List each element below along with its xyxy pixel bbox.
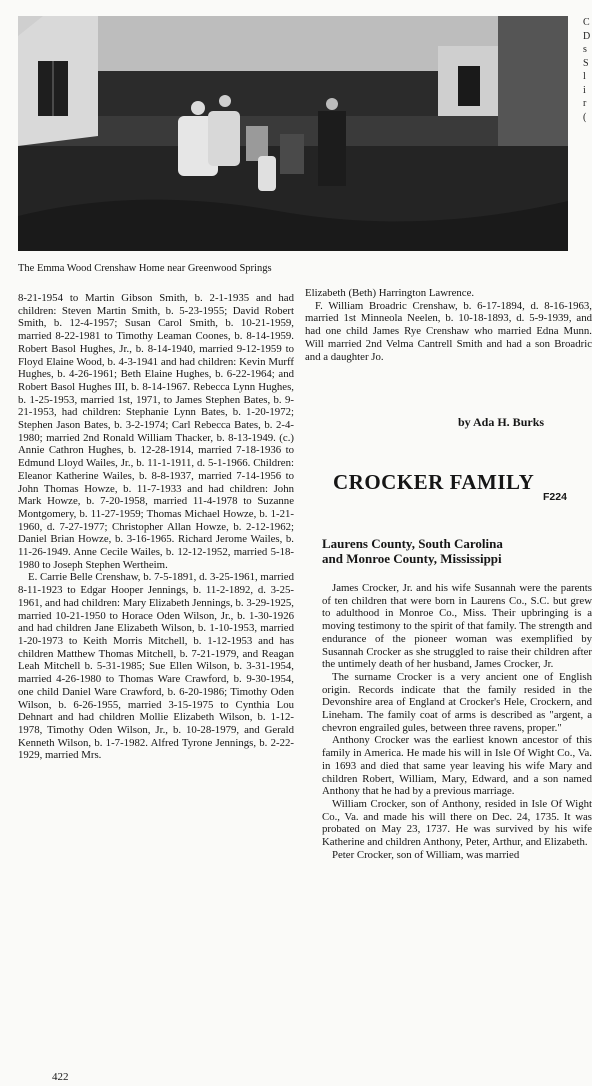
- paragraph: Peter Crocker, son of William, was married: [332, 848, 520, 861]
- fragment-letter: (: [583, 111, 587, 123]
- subheading-line: and Monroe County, Mississippi: [322, 551, 502, 566]
- paragraph: Elizabeth (Beth) Harrington Lawrence.: [305, 287, 475, 299]
- right-text-column-top: [305, 287, 592, 363]
- paragraph: James Crocker, Jr. and his wife Susannah were the parents of ten children that were born in Laurens Co., S.C. but grew to adulthood in Monroe Co., Miss. Their upbringing is a moving testimony to the spirit of that family. The strength and endurance of the pioneer woman was exemplified by Susannah Crocker as she struggled to raise their children after the untimely death of her husband, James Crocker, Jr.: [322, 582, 592, 671]
- section-subheading: [322, 536, 592, 566]
- left-text-column: [18, 292, 294, 1054]
- fragment-letter: i: [583, 84, 586, 96]
- fragment-letter: C: [583, 17, 590, 28]
- page-number: 422: [52, 1071, 69, 1083]
- subheading-line: Laurens County, South Carolina: [322, 536, 503, 551]
- fragment-letter: l: [583, 71, 586, 82]
- section-title: CROCKER FAMILY: [333, 470, 535, 494]
- fragment-letter: s: [583, 44, 587, 55]
- section-code: F224: [543, 491, 567, 503]
- paragraph: The surname Crocker is a very ancient one of English origin. Records indicate that the family resided in the Devonshire area of England at Crocker's Hele, Crockern, and Lineham. The family coat of arms is described as "argent, a chevron engrailed gules, between three ravens, proper.": [322, 670, 592, 734]
- fragment-letter: S: [583, 57, 589, 69]
- paragraph: William Crocker, son of Anthony, resided in Isle Of Wight Co., Va. and made his will there on Dec. 24, 1735. It was probated on May 23, 1737. He was survived by his wife Katherine and children Anthony, Peter, Arthur, and Elizabeth.: [322, 797, 592, 849]
- author-byline: by Ada H. Burks: [458, 415, 545, 429]
- paragraph: F. William Broadric Crenshaw, b. 6-17-1894, d. 8-16-1963, married 1st Minneola Neelen, b. 10-18-1893, d. 5-9-1939, and had one child James Rye Crenshaw who married Edna Munn. Will married 2nd Velma Cantrell Smith and had a son Broadric and a daughter Jo.: [305, 299, 592, 363]
- paragraph: 8-21-1954 to Martin Gibson Smith, b. 2-1-1935 and had children: Steven Martin Smith, b. 5-23-1955; David Robert Smith, b. 12-4-1957; Susan Carol Smith, b. 10-21-1959, married 8-22-1981 to Timothy Leaman Coones, b. 8-14-1959. Robert Basol Hughes, Jr., b. 8-14-1940, married 9-12-1959 to Floyd Elaine Wood, b. 4-3-1941 and had children: Kevin Murff Hughes, b. 4-26-1961; Beth Elaine Hughes, b. 6-22-1964; and Robert Basol Hughes III, b. 8-14-1967. Rebecca Lynn Hughes, b. 1-25-1953, married 1st, 1971, to James Stephen Bates, b. 9-21-1953, had children: Stephanie Lynn Bates, b. 1-20-1972; Stephen Jason Bates, b. 3-2-1974; Carl Rebecca Bates, b. 2-4-1980; married 2nd Ronald William Thacker, b. 8-13-1949. (c.) Annie Cathron Hughes, b. 12-28-1914, married 7-18-1936 to Edmund Lloyd Wailes, Jr., b. 11-1-1911, d. 5-1-1966. Children: Eleanor Katherine Wailes, b. 8-8-1937, married 7-14-1956 to John Thomas Howze, b. 11-7-1933 and had children: John Mark Howze, b. 7-20-1958, married 11-4-1978 to Suzanne Montgomery, b. 11-27-1959; Thomas Michael Howze, b. 1-21-1960, d. 7-27-1977; Christopher Allan Howze, b. 2-12-1962; Daniel Brian Howze, b. 3-16-1965. Richard Jerome Wailes, b. 11-26-1949. Anne Cecile Wailes, b. 12-12-1952, married 5-18-1980 to Joseph Stephen Wertheim.: [18, 292, 294, 571]
- fragment-letter: r: [583, 98, 587, 109]
- fragment-letter: D: [583, 30, 591, 42]
- right-text-column-body: [322, 582, 592, 1052]
- paragraph: Anthony Crocker was the earliest known ancestor of this family in America. He made his will in Isle Of Wight Co., Va. in 1693 and died that same year leaving his wife Mary and children Robert, William, Mary, Edward, and a son named Anthony that he had by a previous marriage.: [322, 734, 592, 798]
- paragraph: E. Carrie Belle Crenshaw, b. 7-5-1891, d. 3-25-1961, married 8-11-1923 to Edgar Hooper Jennings, b. 11-2-1892, d. 3-25-1961, and had children: Mary Elizabeth Jennings, b. 3-29-1925, married 10-21-1950 to Horace Oden Wilson, Jr., b. 1-30-1926 and had children Jane Elizabeth Wilson, b. 1-10-1953, married 1-20-1973 to Keith Morris Mitchell, b. 1-12-1953 and has children Matthew Thomas Mitchell, b. 7-21-1979, and Reagan Leah Mitchell b. 5-31-1985; Sue Ellen Wilson, b. 3-31-1954, married 4-26-1980 to Thomas Ware Crawford, b. 9-30-1954, one child Daniel Ware Crawford, b. 6-20-1986; Timothy Oden Wilson, b. 6-26-1955, married 3-15-1975 to Cynthia Lou Dehnart and had children Mollie Elizabeth Wilson, b. 1-12-1978, Timothy Oden Wilson, Jr., b. 10-28-1979, and Gerald Kenneth Wilson, b. 1-7-1982. Alfred Tyrone Jennings, b. 2-22-1929, married Mrs.: [18, 571, 294, 762]
- adjacent-page-fragment: [583, 16, 592, 146]
- photo-caption: The Emma Wood Crenshaw Home near Greenwood Springs: [18, 263, 272, 274]
- house-photograph: [18, 16, 568, 251]
- house-photo-image: [18, 16, 568, 251]
